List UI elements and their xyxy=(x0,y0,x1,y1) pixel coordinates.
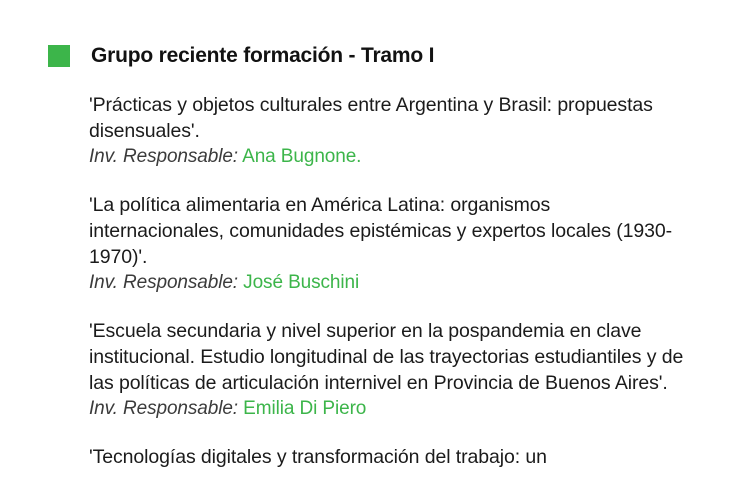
project-title: 'Tecnologías digitales y transformación del trabajo: un xyxy=(89,446,547,468)
responsible-name: Ana Bugnone. xyxy=(242,146,362,167)
square-bullet-icon xyxy=(48,45,70,67)
responsible-label: Inv. Responsable: xyxy=(89,398,238,419)
responsible-name: Emilia Di Piero xyxy=(243,398,367,419)
project-title: 'Escuela secundaria y nivel superior en la pospandemia en clave institucional. Estudio longitudinal de las trayectorias estudiantiles y de las políticas de articulación internivel en Provincia de Buenos Aires'. xyxy=(89,320,684,394)
list-item xyxy=(89,92,689,170)
list-item xyxy=(89,318,689,422)
project-title: 'Prácticas y objetos culturales entre Argentina y Brasil: propuestas disensuales'. xyxy=(89,94,653,142)
responsible-label: Inv. Responsable: xyxy=(89,272,238,293)
list-item xyxy=(89,444,689,470)
responsible-label: Inv. Responsable: xyxy=(89,146,238,167)
project-responsible xyxy=(89,396,689,422)
project-responsible xyxy=(89,270,689,296)
section-heading-label: Grupo reciente formación - Tramo I xyxy=(91,44,435,67)
section-heading xyxy=(48,44,434,68)
responsible-name: José Buschini xyxy=(243,272,360,293)
project-responsible xyxy=(89,144,689,170)
project-list xyxy=(89,92,689,492)
list-item xyxy=(89,192,689,296)
project-title: 'La política alimentaria en América Latina: organismos internacionales, comunidades epistémicas y expertos locales (1930-1970)'. xyxy=(89,194,673,268)
